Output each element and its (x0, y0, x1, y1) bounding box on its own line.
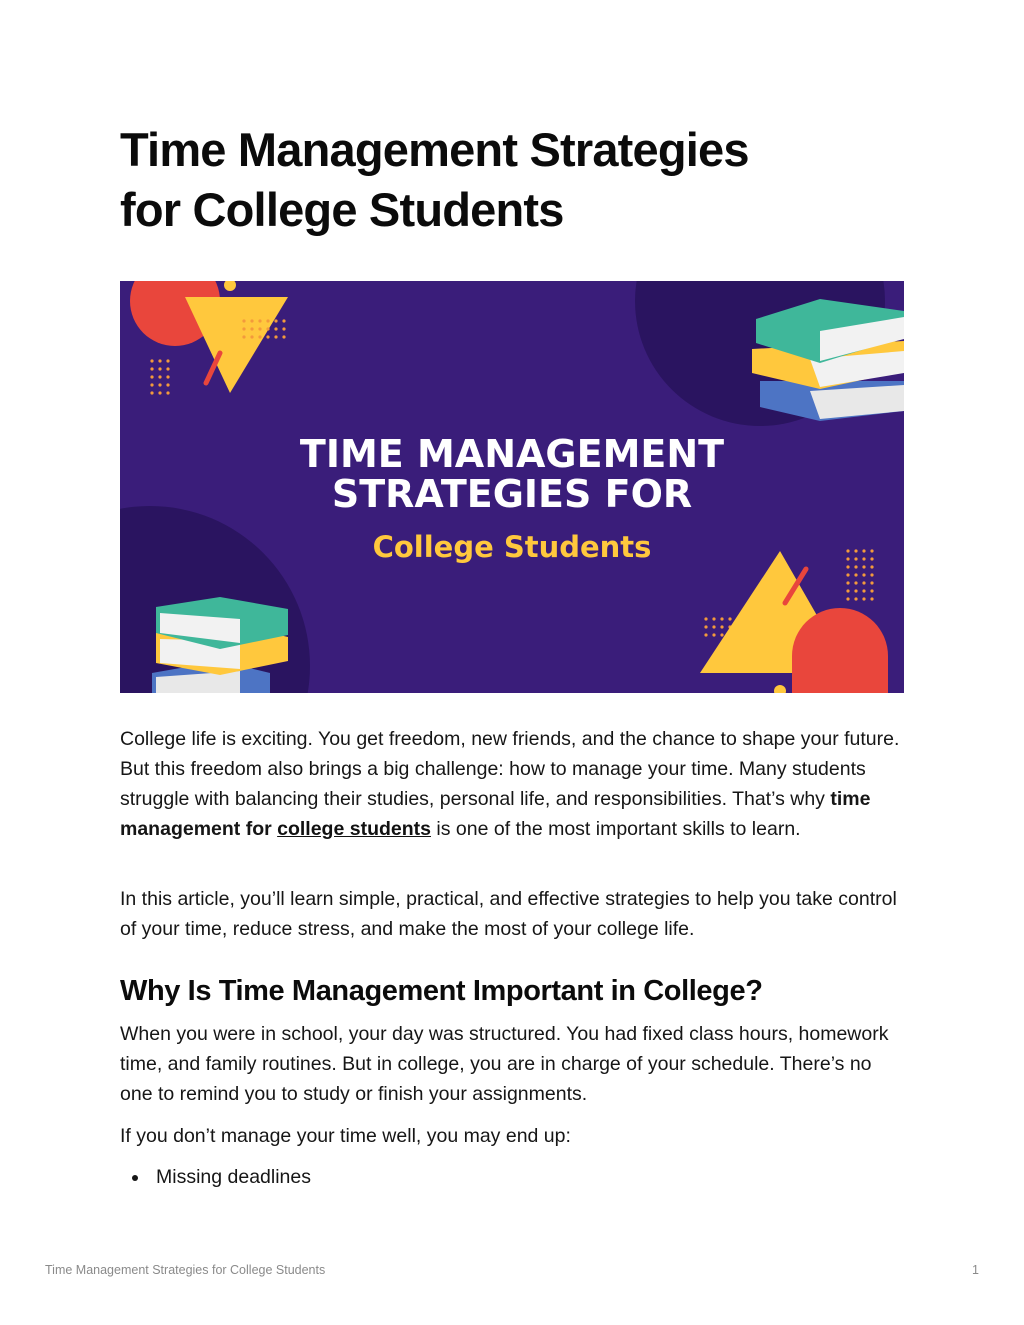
intro-paragraph-2: In this article, you’ll learn simple, practical, and effective strategies to help you take control of your time, reduce stress, and make the most of your college life. (120, 888, 897, 940)
consequences-list (120, 1162, 311, 1192)
book-stack-top-right-icon (752, 299, 904, 421)
bullet-icon (132, 1175, 138, 1181)
hero-heading-line-1: TIME MANAGEMENT (299, 432, 725, 476)
book-stack-bottom-left-icon (152, 597, 288, 693)
page-number: 1 (972, 1263, 979, 1277)
title-line-2: for College Students (120, 183, 564, 236)
list-item: Missing deadlines (120, 1162, 311, 1192)
hero-heading-line-2: STRATEGIES FOR (331, 472, 693, 516)
footer-title: Time Management Strategies for College Students (45, 1263, 326, 1277)
intro-paragraph-1: College life is exciting. You get freedom, new friends, and the chance to shape your future. But this freedom also brings a big challenge: how to manage your time. Many students struggle with balancing their studies, personal life, and responsibilities. That’s why time management for college students is one of the most important skills to learn. (120, 728, 900, 840)
college-students-link[interactable]: college students (277, 818, 431, 840)
section-paragraph-2: If you don’t manage your time well, you may end up: (120, 1125, 571, 1147)
section-paragraph-1: When you were in school, your day was structured. You had fixed class hours, homework time, and family routines. But in college, you are in charge of your schedule. There’s no one to remind you to study or finish your assignments. (120, 1023, 889, 1105)
document-title (120, 120, 904, 240)
section-heading: Why Is Time Management Important in College? (120, 975, 763, 1007)
hero-banner-image (120, 281, 904, 693)
title-line-1: Time Management Strategies (120, 123, 749, 176)
hero-heading-line-3: College Students (372, 530, 652, 564)
